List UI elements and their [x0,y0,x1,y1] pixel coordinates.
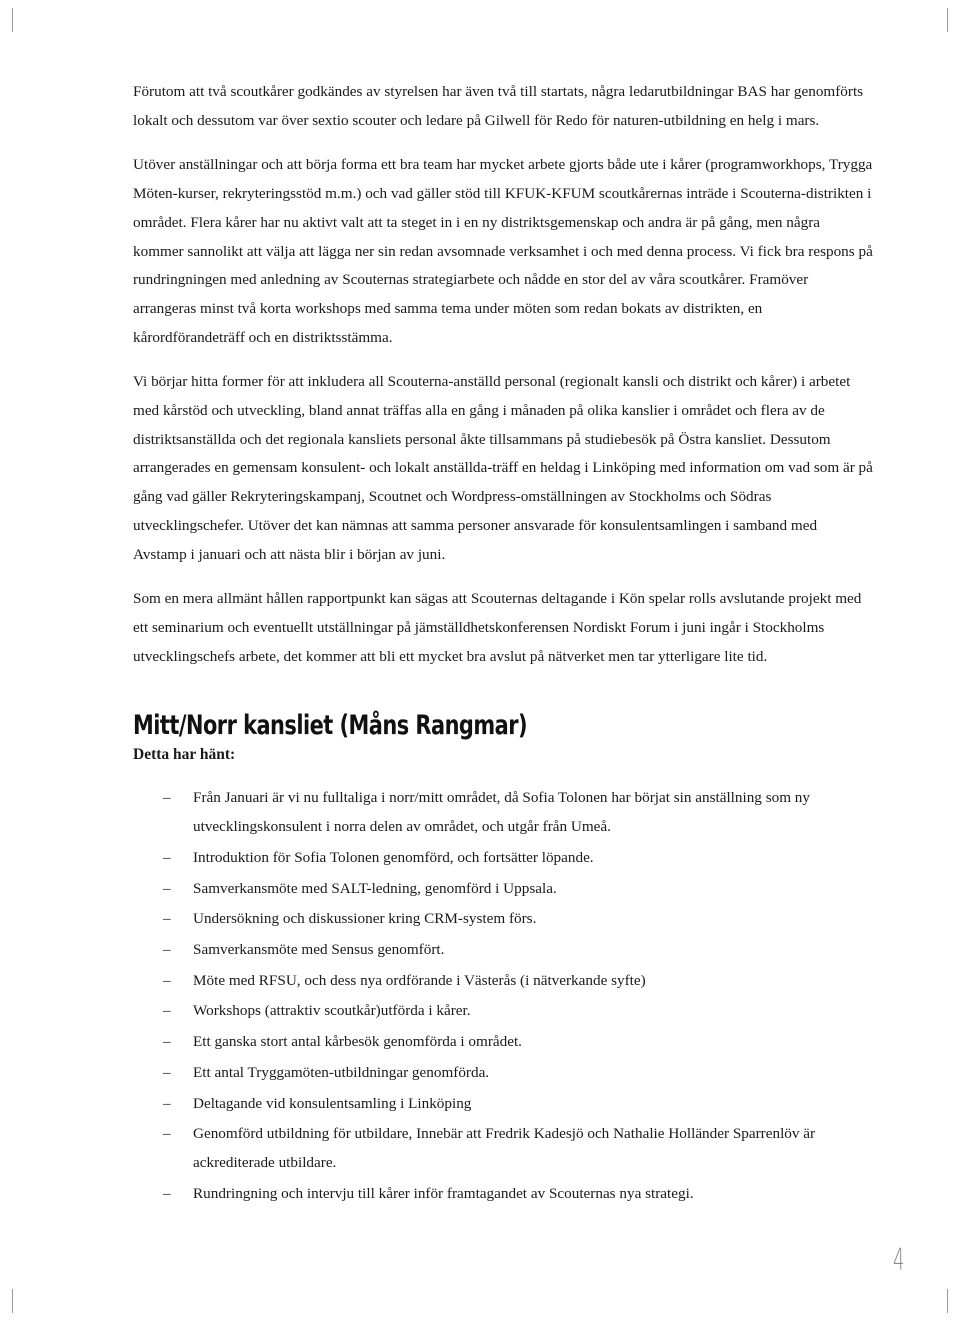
dash-bullet-icon: – [163,1125,171,1143]
list-item [133,1058,873,1087]
list-item-text: Undersökning och diskussioner kring CRM-system förs. [193,910,537,928]
list-item [133,874,873,903]
dash-bullet-icon: – [163,1094,171,1112]
crop-mark-top-right [937,8,948,32]
page-number: 4 [893,1243,905,1278]
list-item [133,904,873,933]
list-item-text: Rundringning och intervju till kårer inför framtagandet av Scouternas nya strategi. [193,1184,694,1202]
list-item [133,966,873,995]
paragraph-3: Vi börjar hitta former för att inkludera all Scouterna-anställd personal (regionalt kansli och distrikt och kårer) i arbetet med kårstöd och utveckling, bland annat träffas alla en gång i månaden på olika kanslier i området och flera av de distriktsanställda och det regionala kansliets personal åkte tillsammans på studiebesök på Östra kansliet. Dessutom arrangerades en gemensam konsulent- och lokalt anställda-träff en heldag i Linköping med information om vad som är på gång vad gäller Rekryteringskampanj, Scoutnet och Wordpress-omställningen av Stockholms och Södras utvecklingschefer. Utöver det kan nämnas att samma personer ansvarade för konsulentsamlingen i samband med Avstamp i januari och att nästa blir i början av juni. [133,373,873,563]
list-item-text: Från Januari är vi nu fulltaliga i norr/mitt området, då Sofia Tolonen har börjat sin anställning som ny utvecklingskonsulent i norra delen av området, och utgår från Umeå. [193,789,810,836]
list-item [133,783,873,841]
activity-list [133,783,873,1208]
dash-bullet-icon: – [163,1063,171,1081]
list-item-text: Introduktion för Sofia Tolonen genomförd, och fortsätter löpande. [193,849,594,867]
list-item-text: Samverkansmöte med SALT-ledning, genomförd i Uppsala. [193,879,557,897]
dash-bullet-icon: – [163,910,171,928]
list-item [133,1027,873,1056]
dash-bullet-icon: – [163,941,171,959]
list-item [133,1179,873,1208]
list-item [133,843,873,872]
document-body [133,78,873,1210]
dash-bullet-icon: – [163,789,171,807]
dash-bullet-icon: – [163,879,171,897]
dash-bullet-icon: – [163,1002,171,1020]
dash-bullet-icon: – [163,1184,171,1202]
crop-mark-bottom-left [12,1289,23,1313]
list-item-text: Workshops (attraktiv scoutkår)utförda i kårer. [193,1002,471,1020]
paragraph-4: Som en mera allmänt hållen rapportpunkt kan sägas att Scouternas deltagande i Kön spelar rolls avslutande projekt med ett seminarium och eventuellt utställningar på jämställdhetskonferensen Nordiskt Forum i juni ingår i Stockholms utvecklingschefs arbete, det kommer att bli ett mycket bra avslut på nätverket men tar ytterligare lite tid. [133,590,862,665]
list-item-text: Ett antal Tryggamöten-utbildningar genomförda. [193,1063,490,1081]
list-item [133,935,873,964]
paragraph-2: Utöver anställningar och att börja forma ett bra team har mycket arbete gjorts både ute i kårer (programworkhops, Trygga Möten-kurser, rekryteringsstöd m.m.) och vad gäller stöd till KFUK-KFUM scoutkårernas inträde i Scouterna-distrikten i området. Flera kårer har nu aktivt valt att ta steget in i en ny distriktsgemenskap och andra är på gång, men några kommer sannolikt att välja att lägga ner sin redan avsomnade verksamhet i och med denna process. Vi fick bra respons på rundringningen med anledning av Scouternas strategiarbete och nådde en stor del av våra scoutkårer. Framöver arrangeras minst två korta workshops med samma tema under möten som redan bokats av distrikten, en kårordförandeträff och en distriktsstämma. [133,156,873,346]
paragraph-1: Förutom att två scoutkårer godkändes av styrelsen har även två till startats, några ledarutbildningar BAS har genomförts lokalt och dessutom var över sextio scouter och ledare på Gilwell för Redo för naturen-utbildning en helg i mars. [133,83,864,129]
section-heading: Mitt/Norr kansliet (Måns Rangmar) [133,710,528,742]
crop-mark-top-left [12,8,23,32]
list-item [133,996,873,1025]
list-item-text: Ett ganska stort antal kårbesök genomförda i området. [193,1033,522,1051]
crop-mark-bottom-right [937,1289,948,1313]
list-item-text: Samverkansmöte med Sensus genomfört. [193,941,445,959]
list-item [133,1089,873,1118]
dash-bullet-icon: – [163,1033,171,1051]
list-item-text: Möte med RFSU, och dess nya ordförande i Västerås (i nätverkande syfte) [193,971,646,989]
list-item [133,1119,873,1177]
section-subheading: Detta har hänt: [133,746,236,764]
dash-bullet-icon: – [163,849,171,867]
dash-bullet-icon: – [163,971,171,989]
list-item-text: Deltagande vid konsulentsamling i Linköping [193,1094,472,1112]
list-item-text: Genomförd utbildning för utbildare, Innebär att Fredrik Kadesjö och Nathalie Holländer Sparrenlöv är ackrediterade utbildare. [193,1125,816,1172]
